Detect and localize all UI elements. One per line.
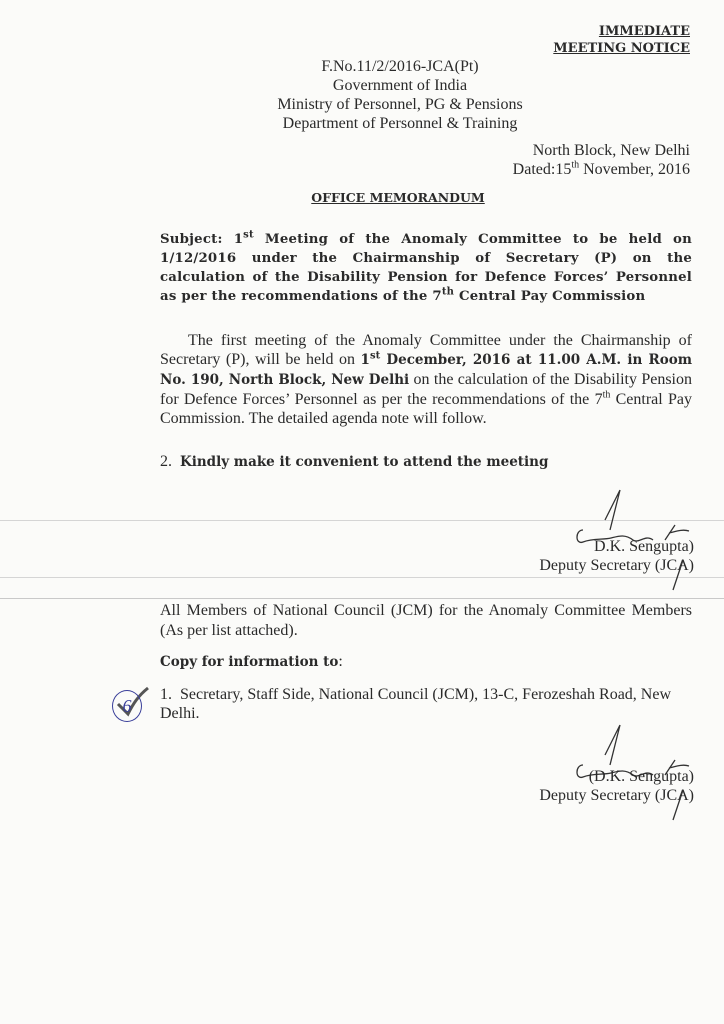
letterhead (250, 57, 550, 133)
addressees: All Members of National Council (JCM) for the Anomaly Committee Members (As per list attached). (160, 602, 692, 639)
handwritten-circled-number: 6 (112, 690, 142, 722)
signature-block-1 (539, 537, 694, 575)
file-number: F.No.11/2/2016-JCA(Pt) (321, 58, 479, 75)
signatory-name: (D.K. Sengupta) (588, 768, 694, 785)
subject: Subject: 1st Meeting of the Anomaly Committee to be held on 1/12/2016 under the Chairmanship of Secretary (P) on the calculation of the Disability Pension for Defence Forces’ Personnel as per the recommendations of the 7th Central Pay Commission (160, 229, 692, 304)
signatory-name: D.K. Sengupta) (594, 538, 694, 555)
meeting-notice-label: MEETING NOTICE (553, 41, 690, 56)
date: Dated:15th November, 2016 (512, 159, 690, 178)
signature-block-2 (539, 767, 694, 805)
signatory-designation: Deputy Secretary (JCA) (539, 787, 694, 804)
ministry-name: Ministry of Personnel, PG & Pensions (277, 96, 523, 113)
paragraph-1: The first meeting of the Anomaly Committee under the Chairmanship of Secretary (P), will be held on 1st December, 2016 at 11.00 A.M. in Room No. 190, North Block, New Delhi on the calculation of the Disability Pension for Defence Forces’ Personnel as per the recommendations of the 7th Central Pay Commission. The detailed agenda note will follow. (160, 332, 693, 427)
place-date (513, 141, 690, 179)
copy-list-item: 1. Secretary, Staff Side, National Council (JCM), 13-C, Ferozeshah Road, New Delhi. (160, 686, 672, 722)
place: North Block, New Delhi (532, 142, 690, 159)
immediate-label: IMMEDIATE (598, 24, 690, 39)
government-name: Government of India (332, 77, 468, 94)
priority-label (553, 23, 690, 57)
copy-heading: Copy for information to: (160, 653, 343, 670)
signatory-designation: Deputy Secretary (JCA) (539, 557, 694, 574)
department-name: Department of Personnel & Training (282, 115, 518, 132)
paragraph-2: 2. Kindly make it convenient to attend the meeting (160, 453, 549, 470)
document-title: OFFICE MEMORANDUM (311, 190, 485, 205)
